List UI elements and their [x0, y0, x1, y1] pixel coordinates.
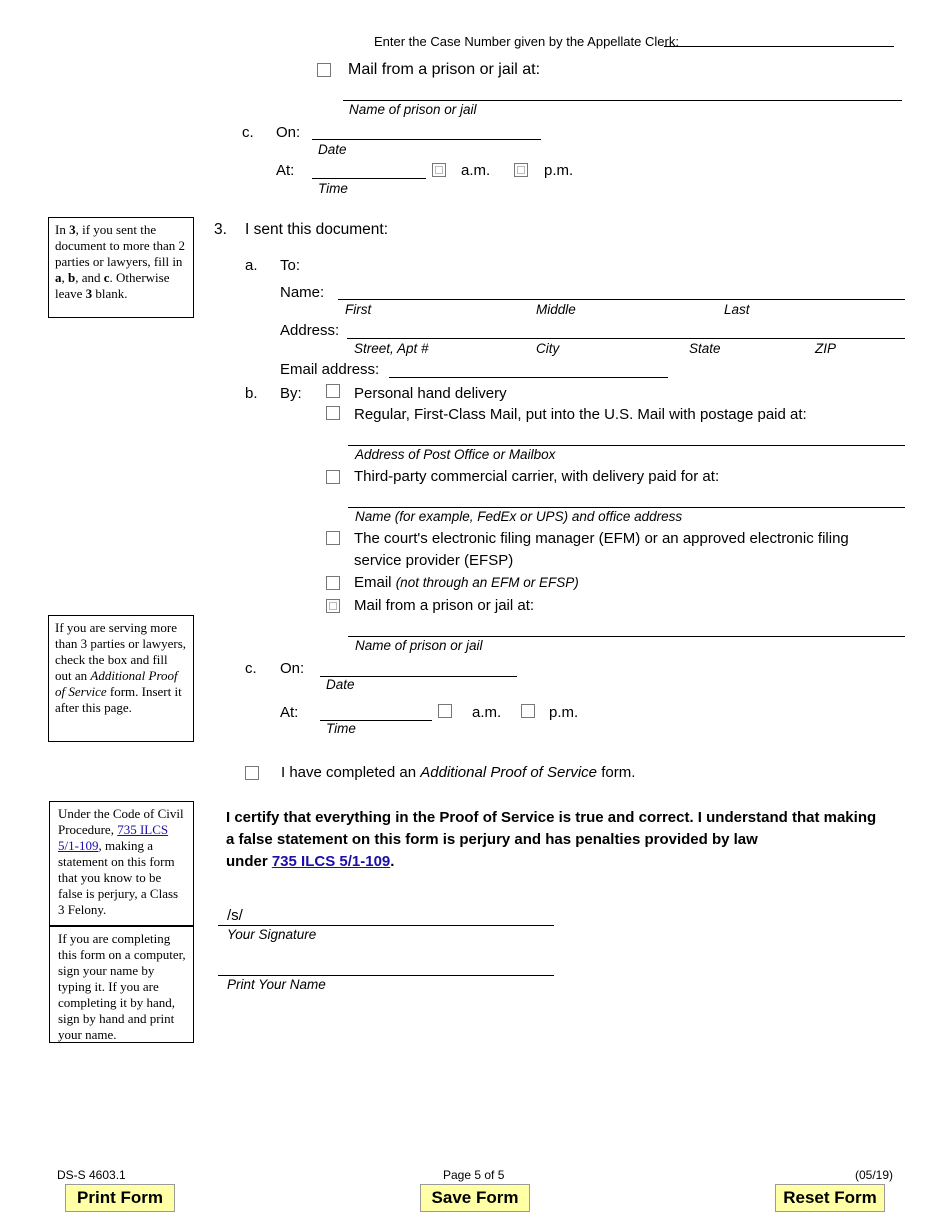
street-caption: Street, Apt #	[354, 341, 429, 356]
third-party-carrier-checkbox[interactable]	[326, 470, 340, 484]
date-field-top[interactable]	[312, 139, 541, 140]
form-code: DS-S 4603.1	[57, 1168, 126, 1182]
am-label-top: a.m.	[461, 162, 491, 179]
personal-delivery-label: Personal hand delivery	[354, 385, 507, 402]
c-letter: c.	[245, 660, 257, 677]
statute-link-note[interactable]: 735 ILCS 5/1-109	[58, 822, 169, 853]
regular-mail-checkbox[interactable]	[326, 406, 340, 420]
signature-field[interactable]	[218, 925, 554, 926]
mail-prison-label-top: Mail from a prison or jail at:	[348, 61, 541, 78]
email-checkbox[interactable]	[326, 576, 340, 590]
at-label-top: At:	[276, 162, 295, 179]
reset-form-button[interactable]: Reset Form	[775, 1184, 885, 1212]
signature-value[interactable]: /s/	[227, 907, 243, 924]
section3-number: 3.	[214, 221, 227, 238]
instruction-note-additional: If you are serving more than 3 parties or lawyers, check the box and fill out an Additional Proof of Service form. Insert it after this page.	[48, 615, 194, 742]
a-letter: a.	[245, 257, 258, 274]
instruction-note-section3: In 3, if you sent the document to more than 2 parties or lawyers, fill in a, b, and c. Otherwise leave 3 blank.	[48, 217, 194, 318]
section3-heading: I sent this document:	[245, 221, 389, 238]
efm-label-line1: The court's electronic filing manager (EFM) or an approved electronic filing	[354, 530, 849, 547]
to-label: To:	[280, 257, 301, 274]
address-label: Address:	[280, 322, 340, 339]
prison-caption: Name of prison or jail	[355, 638, 483, 653]
city-caption: City	[536, 341, 560, 356]
print-name-field[interactable]	[218, 975, 554, 976]
state-caption: State	[689, 341, 721, 356]
page-number: Page 5 of 5	[443, 1168, 505, 1182]
revision-date: (05/19)	[855, 1168, 894, 1182]
c-letter-top: c.	[242, 124, 254, 141]
third-party-carrier-label: Third-party commercial carrier, with delivery paid for at:	[354, 468, 720, 485]
middle-caption: Middle	[536, 302, 576, 317]
certification-statement: I certify that everything in the Proof of Service is true and correct. I understand that making a false statement on this form is perjury and has penalties provided by law under 735 ILCS 5/1-109.	[226, 809, 877, 870]
time-field-top[interactable]	[312, 178, 426, 179]
additional-proof-checkbox[interactable]	[245, 766, 259, 780]
last-caption: Last	[724, 302, 750, 317]
mail-prison-label: Mail from a prison or jail at:	[354, 597, 535, 614]
personal-delivery-checkbox[interactable]	[326, 384, 340, 398]
prison-caption-top: Name of prison or jail	[349, 102, 477, 117]
print-name-caption: Print Your Name	[227, 977, 326, 992]
signature-caption: Your Signature	[227, 927, 317, 942]
time-caption-top: Time	[318, 181, 348, 196]
on-label: On:	[280, 660, 305, 677]
save-form-button[interactable]: Save Form	[420, 1184, 530, 1212]
print-form-button[interactable]: Print Form	[65, 1184, 175, 1212]
email-option-label: Email (not through an EFM or EFSP)	[354, 574, 579, 591]
am-checkbox[interactable]	[438, 704, 452, 718]
name-label: Name:	[280, 284, 325, 301]
am-label: a.m.	[472, 704, 502, 721]
post-office-field[interactable]	[348, 445, 905, 446]
by-label: By:	[280, 385, 302, 402]
instruction-note-perjury: Under the Code of Civil Procedure, 735 ILCS 5/1-109, making a statement on this form that you know to be false is perjury, a Class 3 Felony.	[49, 801, 194, 926]
zip-caption: ZIP	[815, 341, 837, 356]
date-caption-top: Date	[318, 142, 347, 157]
carrier-field[interactable]	[348, 507, 905, 508]
prison-name-field[interactable]	[348, 636, 905, 637]
pm-checkbox-top[interactable]	[514, 163, 528, 177]
recipient-address-field[interactable]	[347, 338, 905, 339]
statute-link[interactable]: 735 ILCS 5/1-109	[271, 853, 391, 870]
first-caption: First	[345, 302, 372, 317]
email-address-field[interactable]	[389, 377, 668, 378]
pm-label: p.m.	[549, 704, 579, 721]
prison-name-field-top[interactable]	[343, 100, 902, 101]
additional-proof-label: I have completed an Additional Proof of Service form.	[281, 764, 636, 781]
carrier-caption: Name (for example, FedEx or UPS) and office address	[355, 509, 683, 524]
mail-prison-checkbox-top[interactable]	[317, 63, 331, 77]
at-label: At:	[280, 704, 299, 721]
pm-checkbox[interactable]	[521, 704, 535, 718]
efm-label-line2: service provider (EFSP)	[354, 552, 514, 569]
case-number-label: Enter the Case Number given by the Appellate Clerk:	[374, 34, 679, 49]
efm-checkbox[interactable]	[326, 531, 340, 545]
post-office-caption: Address of Post Office or Mailbox	[355, 447, 556, 462]
pm-label-top: p.m.	[544, 162, 574, 179]
time-caption: Time	[326, 721, 356, 736]
recipient-name-field[interactable]	[338, 299, 905, 300]
mail-prison-checkbox[interactable]	[326, 599, 340, 613]
on-label-top: On:	[276, 124, 301, 141]
instruction-note-signature: If you are completing this form on a computer, sign your name by typing it. If you are completing it by hand, sign by hand and print your name.	[49, 926, 194, 1043]
case-number-field[interactable]	[664, 46, 894, 47]
am-checkbox-top[interactable]	[432, 163, 446, 177]
email-address-label: Email address:	[280, 361, 380, 378]
b-letter: b.	[245, 385, 258, 402]
regular-mail-label: Regular, First-Class Mail, put into the U.S. Mail with postage paid at:	[354, 406, 807, 423]
date-caption: Date	[326, 677, 355, 692]
